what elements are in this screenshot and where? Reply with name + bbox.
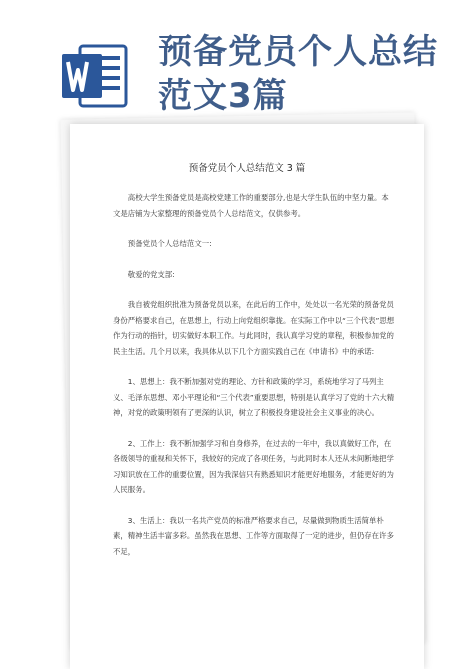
document-page	[70, 124, 424, 669]
paragraph-intro: 高校大学生预备党员是高校党建工作的重要部分,也是大学生队伍的中坚力量。本文是店铺为大家整理的预备党员个人总结范文，仅供参考。	[113, 193, 389, 218]
paragraph-body-3: 2、工作上：我不断加强学习和自身修养，在过去的一年中，我以真做好工作，在各级领导的重视和关怀下，我较好的完成了各项任务，与此同时本人还从未间断地把学习知识放在工作的重要位置，因为我深信只有熟悉知识才能更好地服务，才能更好的为人民服务。	[113, 438, 394, 494]
paragraph-body-1: 我自被党组织批准为预备党员以来，在此后的工作中，处处以一名光荣的预备党员身份严格要求自己，在思想上，行动上向党组织靠拢。在实际工作中以“三个代表”思想作为行动的指针，切实做好本职工作。与此同时，我认真学习党的章程，积极参加党的民主生活。几个月以来，我具体从以下几个方面实践自己在《申请书》中的承诺:	[113, 300, 395, 356]
header-banner	[0, 0, 474, 130]
word-icon	[58, 40, 130, 112]
document-body	[113, 190, 396, 574]
title-line-2: 范文3篇	[158, 76, 288, 116]
document-title: 预备党员个人总结范文 3 篇	[188, 163, 306, 174]
paragraph-body-2: 1、思想上：我不断加强对党的理论、方针和政策的学习，系统地学习了马列主义、毛泽东思想、邓小平理论和“三个代表”重要思想，特别是认真学习了党的十六大精神，对党的政策明领有了更深的认识，树立了积极投身建设社会主义事业的决心。	[113, 377, 395, 417]
title-line-1: 预备党员个人总结	[158, 32, 438, 72]
page-title	[158, 30, 468, 118]
paragraph-section-heading: 预备党员个人总结范文一:	[127, 239, 212, 248]
paragraph-body-4: 3、生活上：我以一名共产党员的标准严格要求自己，尽量做到物质生活简单朴素，精神生活丰富多彩。虽然我在思想、工作等方面取得了一定的进步，但仍存在许多不足，	[113, 515, 394, 556]
paragraph-salutation: 敬爱的党支部:	[127, 269, 175, 279]
